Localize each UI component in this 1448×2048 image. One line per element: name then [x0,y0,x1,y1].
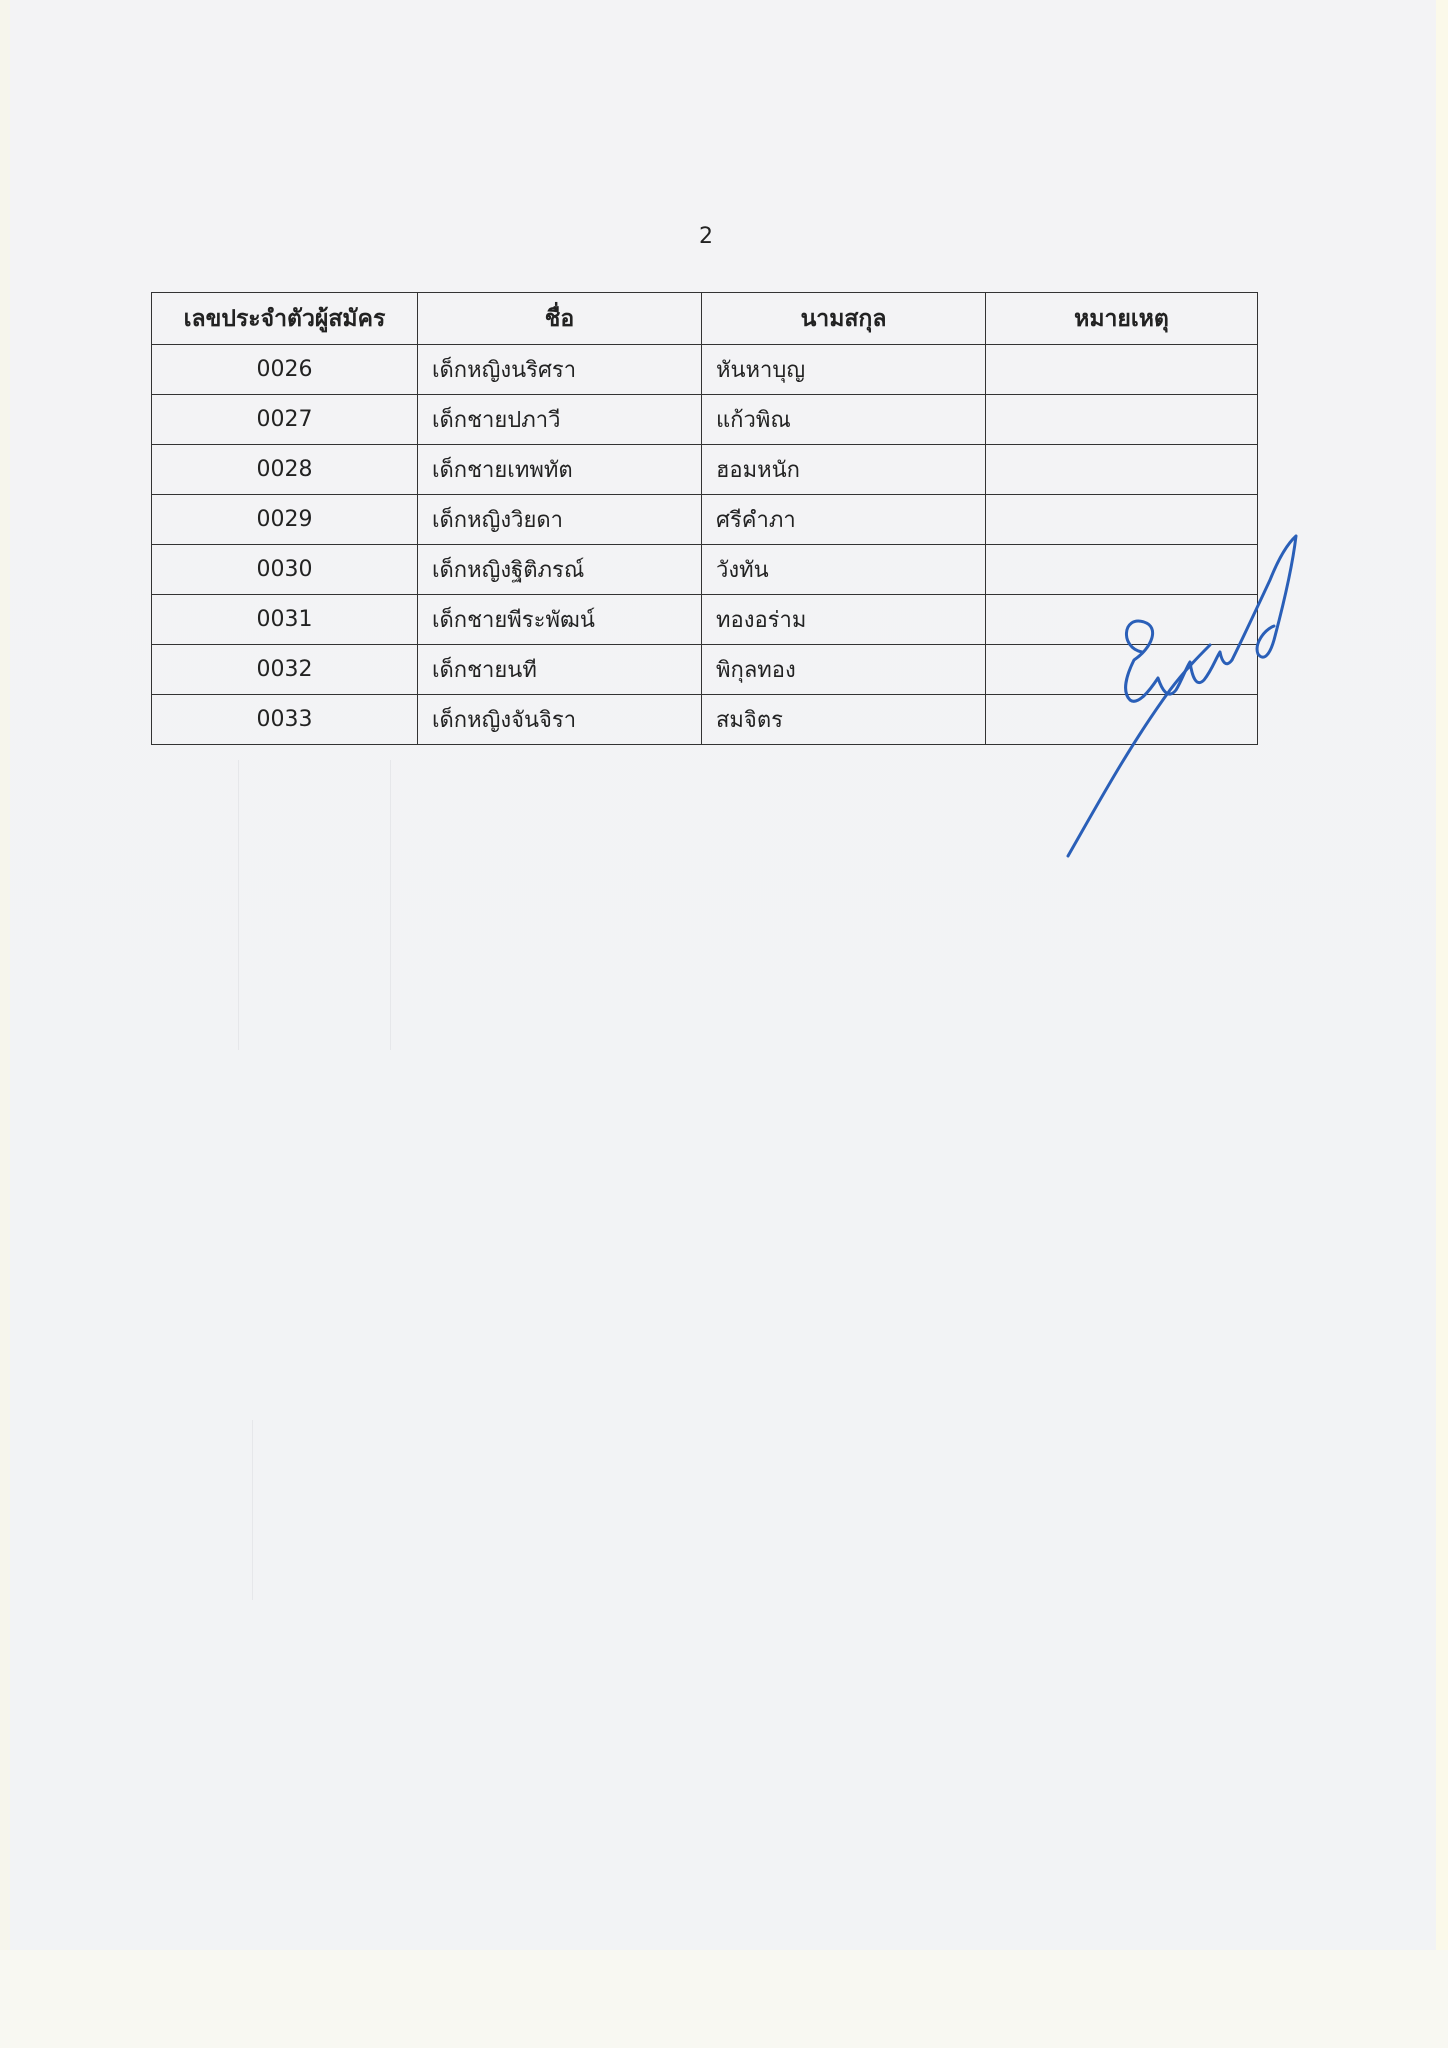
cell-first-name: เด็กชายปภาวี [418,395,702,445]
scan-artifact-line [238,760,239,1050]
signature-strokes [1068,536,1296,856]
cell-remark [986,345,1258,395]
cell-applicant-id: 0033 [152,695,418,745]
cell-first-name: เด็กชายเทพทัต [418,445,702,495]
page-left-edge [0,0,10,1950]
table-row [152,445,1258,495]
cell-last-name: วังทัน [702,545,986,595]
cell-applicant-id: 0029 [152,495,418,545]
cell-first-name: เด็กหญิงวิยดา [418,495,702,545]
table-header-row [152,293,1258,345]
signature-stroke-tail [1232,536,1296,660]
scan-artifact-line [252,1420,253,1600]
cell-last-name: ฮอมหนัก [702,445,986,495]
cell-first-name: เด็กหญิงนริศรา [418,345,702,395]
cell-applicant-id: 0027 [152,395,418,445]
signature-stroke-loop [1126,621,1232,701]
cell-first-name: เด็กชายนที [418,645,702,695]
cell-last-name: สมจิตร [702,695,986,745]
header-first-name: ชื่อ [418,293,702,345]
cell-first-name: เด็กหญิงฐิติภรณ์ [418,545,702,595]
scan-artifact-line [390,760,391,1050]
cell-last-name: ทองอร่าม [702,595,986,645]
cell-applicant-id: 0028 [152,445,418,495]
page-right-edge [1436,0,1448,1950]
cell-remark [986,395,1258,445]
cell-applicant-id: 0030 [152,545,418,595]
handwritten-signature [1060,530,1320,860]
header-last-name: นามสกุล [702,293,986,345]
page-bottom-margin [0,1950,1448,2048]
header-applicant-id: เลขประจำตัวผู้สมัคร [152,293,418,345]
cell-applicant-id: 0032 [152,645,418,695]
cell-last-name: หันหาบุญ [702,345,986,395]
cell-last-name: แก้วพิณ [702,395,986,445]
cell-last-name: ศรีคำภา [702,495,986,545]
page-number: 2 [699,224,713,249]
header-remark: หมายเหตุ [986,293,1258,345]
table-row [152,345,1258,395]
cell-first-name: เด็กชายพีระพัฒน์ [418,595,702,645]
table-row [152,395,1258,445]
cell-applicant-id: 0031 [152,595,418,645]
signature-stroke-long [1068,645,1210,856]
cell-last-name: พิกุลทอง [702,645,986,695]
cell-applicant-id: 0026 [152,345,418,395]
cell-remark [986,445,1258,495]
cell-first-name: เด็กหญิงจันจิรา [418,695,702,745]
